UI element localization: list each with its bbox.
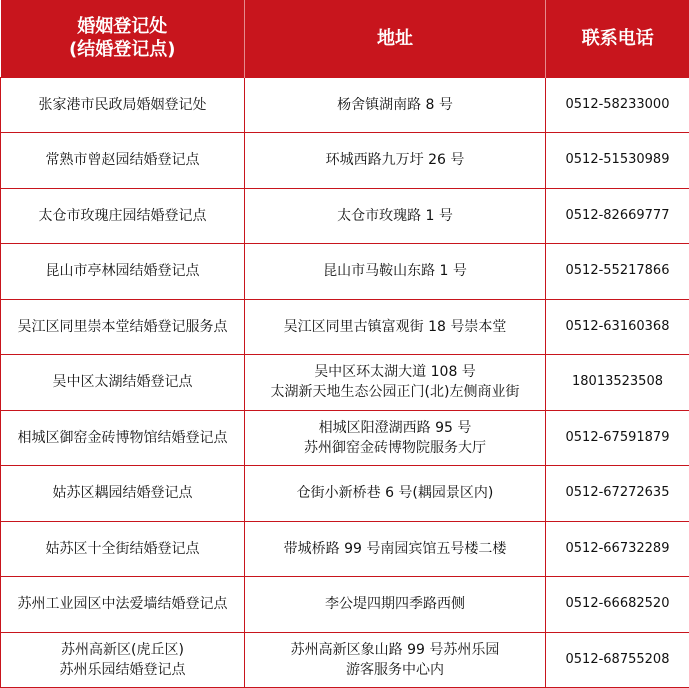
- registry-address-cell: [245, 410, 546, 466]
- registry-address-cell-line: 吴江区同里古镇富观街 18 号崇本堂: [283, 318, 507, 335]
- registry-address-cell-line: 相城区阳澄湖西路 95 号: [318, 419, 472, 436]
- registry-address-cell-line: 太湖新天地生态公园正门(北)左侧商业街: [270, 384, 520, 401]
- table-row: [1, 188, 689, 244]
- registry-name-cell-line: 昆山市亭林园结婚登记点: [45, 263, 200, 280]
- registry-address-cell: [245, 577, 546, 633]
- registry-address-cell: [245, 466, 546, 522]
- registry-name-cell-line: 姑苏区耦园结婚登记点: [52, 485, 193, 502]
- registry-phone-cell: 0512-67272635: [546, 466, 689, 522]
- header-office-line1: 婚姻登记处: [77, 16, 168, 38]
- registry-address-cell: [245, 632, 546, 688]
- registry-name-cell: [1, 133, 245, 189]
- registry-name-cell-line: 常熟市曾赵园结婚登记点: [45, 152, 200, 169]
- header-row: [1, 0, 689, 77]
- registry-address-cell-line: 太仓市玫瑰路 1 号: [337, 207, 453, 224]
- header-office: [1, 0, 245, 77]
- registry-address-cell-line: 昆山市马鞍山东路 1 号: [323, 263, 467, 280]
- registry-name-cell-line: 张家港市民政局婚姻登记处: [38, 96, 207, 113]
- registry-phone-cell: 18013523508: [546, 355, 689, 411]
- registry-address-cell: [245, 244, 546, 300]
- registry-phone-cell: 0512-51530989: [546, 133, 689, 189]
- registry-name-cell-line: 相城区御窑金砖博物馆结婚登记点: [17, 429, 228, 446]
- registry-address-cell-line: 苏州御窑金砖博物院服务大厅: [304, 439, 486, 456]
- registry-name-cell: [1, 299, 245, 355]
- registry-name-cell: [1, 410, 245, 466]
- table-row: [1, 244, 689, 300]
- registry-phone-cell: 0512-66682520: [546, 577, 689, 633]
- registry-phone-cell: 0512-67591879: [546, 410, 689, 466]
- registry-name-cell-line: 吴江区同里崇本堂结婚登记服务点: [17, 318, 228, 335]
- table-row: [1, 521, 689, 577]
- registry-address-cell: [245, 355, 546, 411]
- registry-name-cell: [1, 466, 245, 522]
- header-phone: 联系电话: [546, 0, 689, 77]
- table-row: [1, 355, 689, 411]
- registry-phone-cell: 0512-66732289: [546, 521, 689, 577]
- table-header: [1, 0, 689, 77]
- registry-name-cell-line: 太仓市玫瑰庄园结婚登记点: [38, 207, 207, 224]
- table-row: [1, 466, 689, 522]
- registry-address-cell-line: 带城桥路 99 号南园宾馆五号楼二楼: [283, 540, 507, 557]
- registry-name-cell: [1, 244, 245, 300]
- header-office-line2: (结婚登记点): [69, 39, 176, 61]
- registry-address-cell-line: 杨舍镇湖南路 8 号: [337, 96, 453, 113]
- table-row: [1, 632, 689, 688]
- registry-phone-cell: 0512-82669777: [546, 188, 689, 244]
- registry-name-cell: [1, 577, 245, 633]
- registry-name-cell-line: 苏州乐园结婚登记点: [59, 661, 186, 678]
- table-row: [1, 577, 689, 633]
- registry-phone-cell: 0512-68755208: [546, 632, 689, 688]
- registry-phone-cell: 0512-55217866: [546, 244, 689, 300]
- registry-name-cell-line: 苏州高新区(虎丘区): [61, 641, 184, 658]
- registry-address-cell-line: 李公堤四期四季路西侧: [325, 596, 465, 613]
- registry-name-cell-line: 苏州工业园区中法爱墙结婚登记点: [17, 596, 228, 613]
- registry-name-cell: [1, 77, 245, 133]
- registry-address-cell-line: 游客服务中心内: [346, 661, 444, 678]
- registry-address-cell: [245, 299, 546, 355]
- registry-phone-cell: 0512-58233000: [546, 77, 689, 133]
- registry-address-cell-line: 仓街小新桥巷 6 号(耦园景区内): [296, 485, 494, 502]
- registry-address-cell: [245, 521, 546, 577]
- table-row: [1, 77, 689, 133]
- header-address: 地址: [245, 0, 546, 77]
- registry-address-cell: [245, 188, 546, 244]
- registry-address-cell: [245, 133, 546, 189]
- table-row: [1, 133, 689, 189]
- table-row: [1, 299, 689, 355]
- table-body: [1, 77, 689, 688]
- registry-name-cell: [1, 632, 245, 688]
- registry-name-cell-line: 姑苏区十全街结婚登记点: [45, 540, 200, 557]
- table-row: [1, 410, 689, 466]
- registry-address-cell-line: 环城西路九万圩 26 号: [325, 152, 465, 169]
- registry-phone-cell: 0512-63160368: [546, 299, 689, 355]
- registry-address-cell: [245, 77, 546, 133]
- registry-name-cell: [1, 355, 245, 411]
- registry-address-cell-line: 苏州高新区象山路 99 号苏州乐园: [290, 641, 500, 658]
- registry-name-cell: [1, 521, 245, 577]
- registry-name-cell-line: 吴中区太湖结婚登记点: [52, 374, 193, 391]
- registry-name-cell: [1, 188, 245, 244]
- registry-address-cell-line: 吴中区环太湖大道 108 号: [314, 364, 476, 381]
